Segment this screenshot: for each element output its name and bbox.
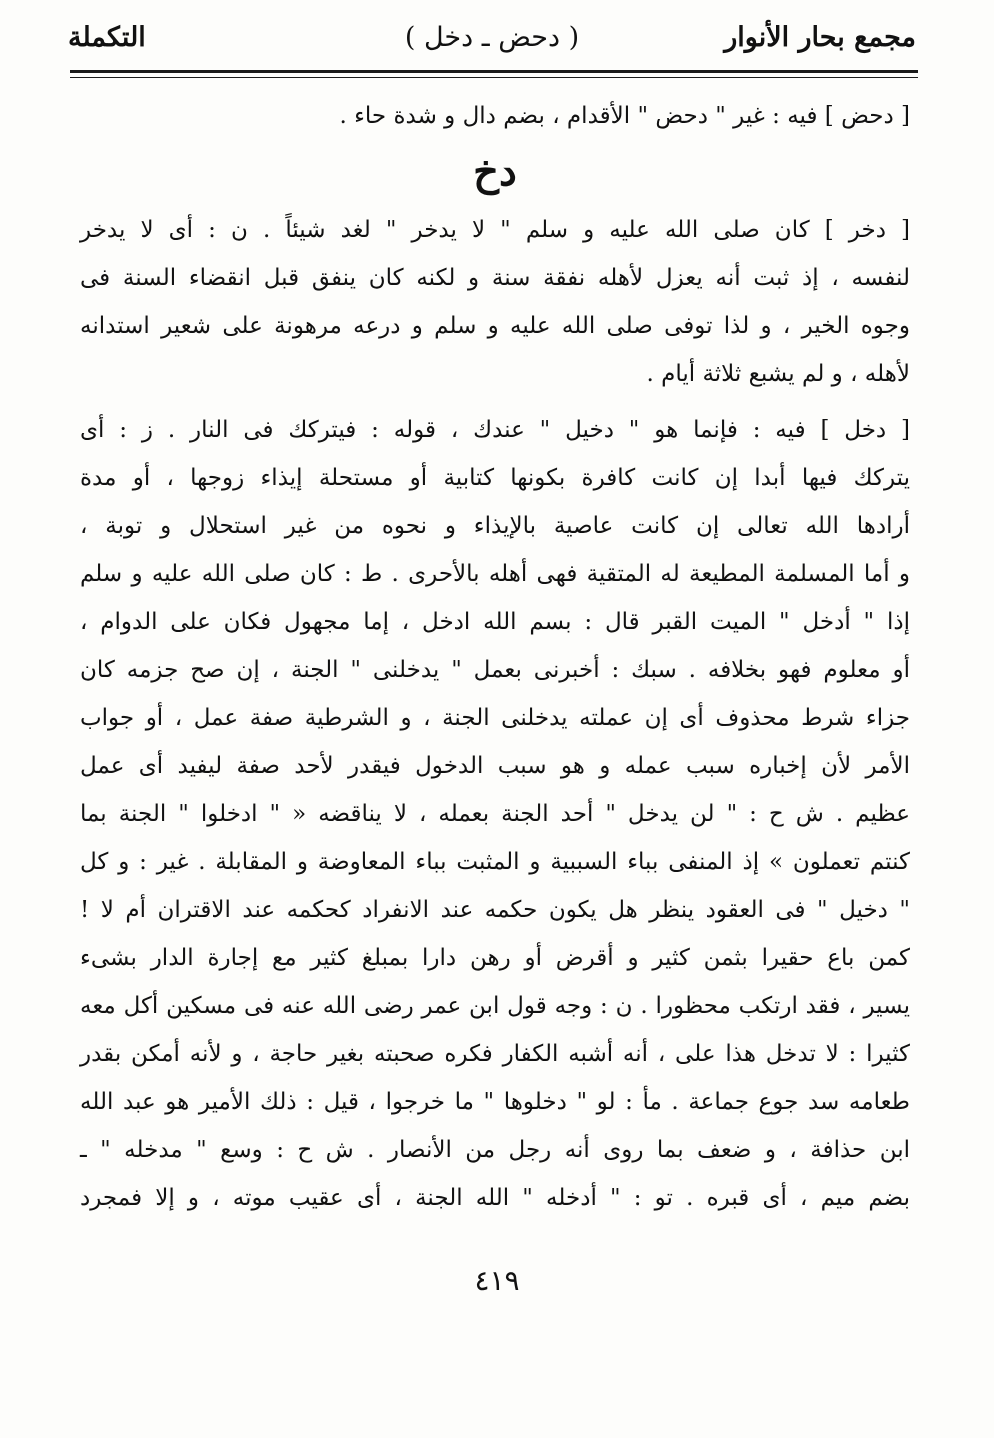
header-rule-thin bbox=[70, 77, 918, 78]
entry-dakhar-line: لنفسه ، إذ ثبت أنه يعزل لأهله نفقة سنة و لكنه كان ينفق قبل انقضاء السنة فى bbox=[80, 265, 910, 291]
entry-dakhal-line: طعامه سد جوع جماعة . مأ : لو " دخلوها " ما خرجوا ، قيل : ذلك الأمير هو عبد الله bbox=[80, 1089, 910, 1115]
entry-dakhal-line: عظيم . ش ح : " لن يدخل " أحد الجنة بعمله ، لا يناقضه « " ادخلوا " الجنة بما bbox=[80, 801, 910, 827]
entry-dakhar-line: وجوه الخير ، و لذا توفى صلى الله عليه و سلم و درعه مرهونة على شعير استدانه bbox=[80, 313, 910, 339]
entry-dakhal-line: كثيرا : لا تدخل هذا على ، أنه أشبه الكفار فكره صحبته بغير حاجة ، و لأنه أمكن بقدر bbox=[80, 1041, 910, 1067]
page-number: ٤١٩ bbox=[474, 1264, 520, 1297]
entry-dakhal-line: أو معلوم فهو بخلافه . سبك : أخبرنى بعمل " يدخلنى " الجنة ، إن صح جزمه كان bbox=[80, 657, 910, 683]
section-range: ( دحض ـ دخل ) bbox=[404, 22, 580, 53]
book-title: مجمع بحار الأنوار bbox=[724, 22, 916, 53]
entry-dakhal-line: بضم ميم ، أى قبره . تو : " أدخله " الله الجنة ، أى عقيب موته ، و إلا فمجرد bbox=[80, 1185, 910, 1211]
entry-dakhal-line: الأمر لأن إخباره سبب عمله و هو سبب الدخول فيقدر لأحد صفة ليفيد أى عمل bbox=[80, 753, 910, 779]
entry-dakhal-line: يتركك فيها أبدا إن كانت كافرة بكونها كتابية أو مستحلة إيذاء زوجها ، أو مدة bbox=[80, 465, 910, 491]
entry-dakhal-line: كمن باع حقيرا بثمن كثير و أقرض أو رهن دارا بمبلغ كثير مع إجارة الدار بشىء bbox=[80, 945, 910, 971]
part-label: التكملة bbox=[68, 22, 146, 53]
entry-dakhar-line: [ دخر ] كان صلى الله عليه و سلم " لا يدخر " لغد شيئاً . ن : أى لا يدخر bbox=[80, 217, 910, 243]
page-header bbox=[68, 22, 916, 68]
entry-dakhal-line: " دخيل " فى العقود ينظر هل يكون حكمه عند الانفراد كحكمه عند الاقتران أم لا ! bbox=[80, 897, 910, 923]
entry-dakhal-line: أرادها الله تعالى إن كانت عاصية بالإيذاء و نحوه من غير استحلال و توبة ، bbox=[80, 513, 910, 539]
body-text bbox=[80, 92, 910, 1222]
entry-dakhal-line: إذا " أدخل " الميت القبر قال : بسم الله ادخل ، إما مجهول فكان على الدوام ، bbox=[80, 609, 910, 635]
entry-dakhal-line: جزاء شرط محذوف أى إن عملته يدخلنى الجنة ، و الشرطية صفة عمل ، أو جواب bbox=[80, 705, 910, 731]
entry-dakhal-line: كنتم تعملون » إذ المنفى بباء السببية و المثبت بباء المعاوضة و المقابلة . غير : و كل bbox=[80, 849, 910, 875]
header-rule-thick bbox=[70, 70, 918, 73]
letter-heading: دخ bbox=[473, 148, 517, 195]
entry-dakhar-line: لأهله ، و لم يشبع ثلاثة أيام . bbox=[646, 361, 910, 387]
entry-dakhal-line: يسير ، فقد ارتكب محظورا . ن : وجه قول ابن عمر رضى الله عنه فى مسكين أكل معه bbox=[80, 993, 910, 1019]
entry-dakhal-line: ابن حذافة ، و ضعف بما روى أنه رجل من الأنصار . ش ح : وسع " مدخله " ـ bbox=[80, 1137, 910, 1163]
entry-dahd-line: [ دحض ] فيه : غير " دحض " الأقدام ، بضم دال و شدة حاء . bbox=[339, 103, 910, 129]
section-gap bbox=[80, 398, 910, 406]
entry-dakhal-line: و أما المسلمة المطيعة له المتقية فهى أهله بالأحرى . ط : كان صلى الله عليه و سلم bbox=[80, 561, 910, 587]
entry-dakhal-line: [ دخل ] فيه : فإنما هو " دخيل " عندك ، قوله : فيتركك فى النار . ز : أى bbox=[80, 417, 910, 443]
